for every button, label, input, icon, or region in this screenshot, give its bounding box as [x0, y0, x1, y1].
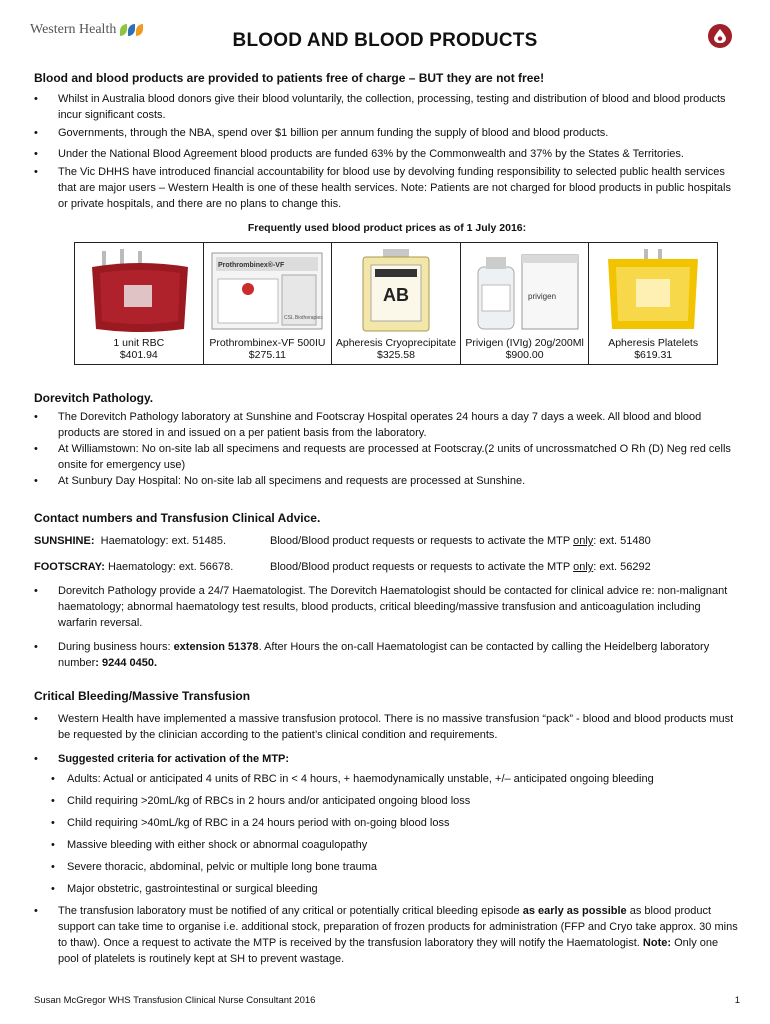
product-cell: [75, 243, 204, 364]
vial-label: Prothrombinex®-VF: [218, 262, 285, 269]
product-name: Privigen (IVIg) 20g/200Ml: [465, 337, 584, 349]
product-cell: [589, 243, 717, 364]
criteria-heading: Suggested criteria for activation of the MTP:: [58, 753, 290, 765]
criteria-item: • Adults: Actual or anticipated 4 units of RBC in < 4 hours, + haemodynamically unstable, +/– anticipated ongoing bleeding: [34, 771, 740, 787]
page-title: BLOOD AND BLOOD PRODUCTS: [232, 30, 538, 51]
bottle-box-icon: [466, 249, 584, 333]
contact-haem: Haematology: ext. 56678.: [107, 561, 234, 573]
product-cell: [204, 243, 333, 364]
platelet-bag-icon: [594, 249, 712, 333]
criteria-item: • Massive bleeding with either shock or abnormal coagulopathy: [34, 837, 740, 853]
product-price: $325.58: [377, 349, 415, 361]
blood-bag-icon: [80, 249, 198, 333]
product-name: Apheresis Platelets: [608, 337, 699, 349]
contact-site: SUNSHINE:: [34, 535, 95, 547]
product-name: 1 unit RBC: [113, 337, 165, 349]
product-cell: [332, 243, 461, 364]
mtp-bullet: [34, 903, 740, 967]
mtp-bullets: [34, 711, 740, 967]
price-caption: Frequently used blood product prices as of 1 July 2016:: [247, 222, 527, 234]
intro-bullet: • Whilst in Australia blood donors give their blood voluntarily, the collection, processing, testing and distribution of blood and blood products incur significant costs.: [34, 91, 740, 123]
bullet-text: During business hours:: [58, 641, 174, 653]
pathology-bullet: • At Williamstown: No on-site lab all specimens and requests are processed at Footscray.(2 units of uncrossmatched O Rh (D) Neg red cells onsite for emergency use): [34, 441, 740, 473]
criteria-list: [34, 771, 740, 897]
pathology-bullet: • At Sunbury Day Hospital: No on-site lab all specimens and requests are processed at Sunshine.: [34, 473, 740, 489]
contacts-bullets: [34, 583, 740, 671]
cryo-label: AB: [382, 285, 409, 305]
bullet-bold: extension 51378: [173, 641, 259, 653]
contact-only: only: [573, 561, 594, 573]
bullet-text: . After Hours the on-call Haematologist can be contacted by calling the Heidelberg laboratory number: [58, 641, 710, 669]
intro-bullet: • Governments, through the NBA, spend over $1 billion per annum funding the supply of blood and blood products.: [34, 125, 740, 141]
contact-site: FOOTSCRAY:: [34, 561, 105, 573]
product-cell: [461, 243, 590, 364]
pathology-bullets: [34, 409, 740, 489]
contact-row-sunshine: [34, 533, 740, 549]
logo-text: Western Health: [30, 22, 117, 37]
bullet-bold: as early as possible: [522, 905, 627, 917]
mtp-bullet: • Western Health have implemented a massive transfusion protocol. There is no massive transfusion “pack” - blood and blood products must be requested by the clinician according to the patient’s clinical condition and requirements.: [34, 711, 740, 743]
product-name: Apheresis Cryoprecipitate: [335, 337, 457, 349]
footer-author: Susan McGregor WHS Transfusion Clinical Nurse Consultant 2016: [34, 995, 316, 1006]
product-price: $619.31: [634, 349, 673, 361]
bullet-text: The transfusion laboratory must be notified of any critical or potentially critical bleeding episode: [58, 905, 523, 917]
note-label: Note:: [642, 937, 672, 949]
product-price: $900.00: [505, 349, 544, 361]
mtp-heading: Critical Bleeding/Massive Transfusion: [34, 689, 251, 703]
contact-haem: Haematology: ext. 51485.: [100, 535, 226, 547]
vial-box-icon: [208, 249, 326, 333]
heidelberg-number: : 9244 0450.: [95, 657, 158, 669]
intro-bullet: • Under the National Blood Agreement blood products are funded 63% by the Commonwealth and 37% by the States & Territories.: [34, 146, 740, 162]
contact-row-footscray: [34, 559, 740, 575]
contacts-bullet: • Dorevitch Pathology provide a 24/7 Haematologist. The Dorevitch Haematologist should be contacted for clinical advice re: non-malignant haematology; abnormal haematology test results, blood products, critical bleeding/massive transfusion and anticoagulation including warfarin reversal.: [34, 583, 740, 631]
mtp-bullet: [34, 751, 740, 897]
criteria-item: • Severe thoracic, abdominal, pelvic or multiple long bone trauma: [34, 859, 740, 875]
page-footer: [34, 995, 740, 1006]
contact-ext: : ext. 56292: [593, 561, 651, 573]
contacts-bullet: [34, 639, 740, 671]
bullet-text: Only one pool of platelets is routinely kept at SH to prevent wastage.: [58, 937, 719, 965]
intro-bullet: • The Vic DHHS have introduced financial accountability for blood use by devolving funding responsibility to selected public health services that are major users – Western Health is one of these health services. Note: Patients are not charged for blood products in public hospitals or private hospitals, and there are no plans to change this.: [34, 164, 740, 212]
pathology-heading: Dorevitch Pathology.: [34, 391, 154, 405]
product-price: $275.11: [248, 349, 286, 361]
page-number: 1: [734, 995, 740, 1006]
product-name: Prothrombinex-VF 500IU: [209, 337, 326, 349]
criteria-item: • Child requiring >40mL/kg of RBC in a 24 hours period with on-going blood loss: [34, 815, 740, 831]
contacts-heading: Contact numbers and Transfusion Clinical Advice.: [34, 511, 321, 525]
contact-ext: : ext. 51480: [593, 535, 651, 547]
criteria-item: • Major obstetric, gastrointestinal or surgical bleeding: [34, 881, 740, 897]
contact-request: Blood/Blood product requests or requests to activate the MTP: [270, 561, 574, 573]
blood-drop-icon: [708, 24, 732, 48]
bottle-label: privigen: [527, 292, 556, 301]
intro-bullets: [34, 91, 740, 212]
contact-only: only: [573, 535, 594, 547]
cryo-bag-icon: [337, 249, 455, 333]
product-price: $401.94: [119, 349, 158, 361]
vial-sub-label: CSL Biotherapies: [284, 315, 324, 321]
product-price-table: [74, 242, 718, 365]
intro-lead: Blood and blood products are provided to patients free of charge – BUT they are not free!: [34, 71, 545, 85]
bullet-text: as blood product support can take time to organise i.e. additional stock, preparation of frozen products for administration (FFP and Cryo take approx. 30 mins to thaw). Once a request to activate the MTP is received by the transfusion laboratory they will notify the Haematologist.: [58, 905, 738, 949]
criteria-item: • Child requiring >20mL/kg of RBCs in 2 hours and/or anticipated ongoing blood loss: [34, 793, 740, 809]
contact-request: Blood/Blood product requests or requests to activate the MTP: [270, 535, 574, 547]
pathology-bullet: • The Dorevitch Pathology laboratory at Sunshine and Footscray Hospital operates 24 hours a day 7 days a week. All blood and blood products are stored in and issued on a per patient basis from the laboratory.: [34, 409, 740, 441]
